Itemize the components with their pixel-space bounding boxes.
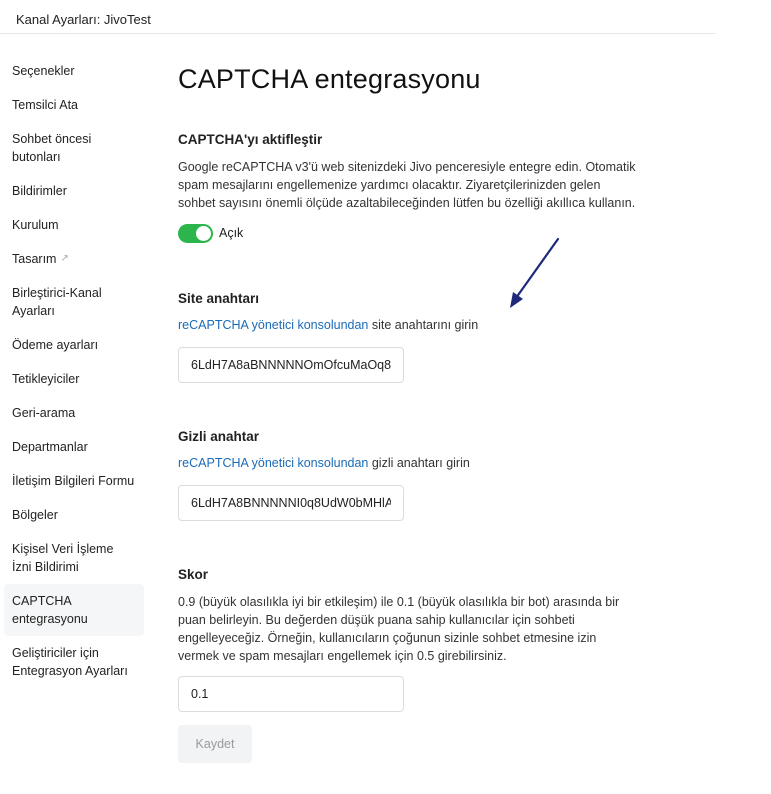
sidebar-item-captcha[interactable] [4,584,144,636]
sidebar-item-label: Bildirimler [12,184,67,198]
sidebar-item-label: Tasarım [12,252,57,266]
header-bar [0,0,716,34]
sidebar-item-label: Kurulum [12,218,59,232]
sidebar-item-callback[interactable] [4,396,144,430]
secret-key-title: Gizli anahtar [178,429,260,444]
site-key-hint [178,318,478,332]
sidebar-item-channel-merge[interactable] [4,276,144,328]
score-input[interactable] [178,676,404,712]
external-link-icon: ↗ [60,253,69,264]
sidebar-item-label: Tetikleyiciler [12,372,80,386]
sidebar-item-regions[interactable] [4,498,144,532]
sidebar-item-label: Bölgeler [12,508,58,522]
score-description: 0.9 (büyük olasılıkla iyi bir etkileşim) ile 0.1 (büyük olasılıkla bir bot) arasında bir puan belirleyin. Bu değerden düşük puana sahip kullanıcılar için sohbeti engelleyeceğiz. Örneğin, kullanıcıların çoğunun sizinle sohbet etmesine izin vermek ve spam mesajları engellemek için 0.5 girebilirsiniz. [178,595,620,663]
sidebar-item-design[interactable] [4,242,144,276]
sidebar-item-label: Birleştirici-Kanal Ayarları [12,286,102,318]
sidebar-item-label: Temsilci Ata [12,98,78,112]
sidebar-item-assign-agent[interactable] [4,88,144,122]
secret-key-hint [178,456,470,470]
sidebar-item-installation[interactable] [4,208,144,242]
sidebar-item-departments[interactable] [4,430,144,464]
sidebar-item-label: CAPTCHA entegrasyonu [12,594,88,626]
sidebar-item-label: Sohbet öncesi butonları [12,132,92,164]
sidebar-item-payment-settings[interactable] [4,328,144,362]
sidebar-item-pre-chat-buttons[interactable] [4,122,144,174]
sidebar-item-label: Geri-arama [12,406,76,420]
site-key-input[interactable] [178,347,404,383]
secret-key-input[interactable] [178,485,404,521]
sidebar-item-label: Departmanlar [12,440,88,454]
sidebar [4,54,144,688]
annotation-arrow-icon [504,236,564,312]
recaptcha-console-link[interactable]: reCAPTCHA yönetici konsolundan [178,318,369,332]
page-title: CAPTCHA entegrasyonu [178,64,481,94]
sidebar-item-label: Ödeme ayarları [12,338,99,352]
sidebar-item-label: Seçenekler [12,64,75,78]
toggle-label: Açık [219,226,244,240]
sidebar-item-triggers[interactable] [4,362,144,396]
sidebar-item-data-consent[interactable] [4,532,144,584]
activate-captcha-title: CAPTCHA'yı aktifleştir [178,132,323,147]
sidebar-item-developer-integration[interactable] [4,636,144,688]
score-title: Skor [178,567,209,582]
recaptcha-console-link[interactable]: reCAPTCHA yönetici konsolundan [178,456,369,470]
site-key-title: Site anahtarı [178,291,260,306]
sidebar-item-label: İletişim Bilgileri Formu [12,474,135,488]
secret-key-hint-text: gizli anahtarı girin [368,456,470,470]
sidebar-item-options[interactable] [4,54,144,88]
toggle-knob [196,226,211,241]
save-button[interactable]: Kaydet [178,725,252,763]
channel-settings-title: Kanal Ayarları: JivoTest [16,12,151,27]
activate-captcha-description: Google reCAPTCHA v3'ü web sitenizdeki Jivo penceresiyle entegre edin. Otomatik spam mesajlarını engellemenize yardımcı olacaktır. Ziyaretçilerinizden gelen sohbet sayısını önemli ölçüde azaltabileceğinden lütfen bu özelliği akıllıca kullanın. [178,160,636,210]
sidebar-item-contact-form[interactable] [4,464,144,498]
sidebar-item-notifications[interactable] [4,174,144,208]
captcha-toggle-row [178,223,243,243]
captcha-toggle[interactable] [178,224,213,243]
site-key-hint-text: site anahtarını girin [368,318,479,332]
sidebar-item-label: Kişisel Veri İşleme İzni Bildirimi [12,542,114,574]
sidebar-item-label: Geliştiriciler için Entegrasyon Ayarları [12,646,128,678]
